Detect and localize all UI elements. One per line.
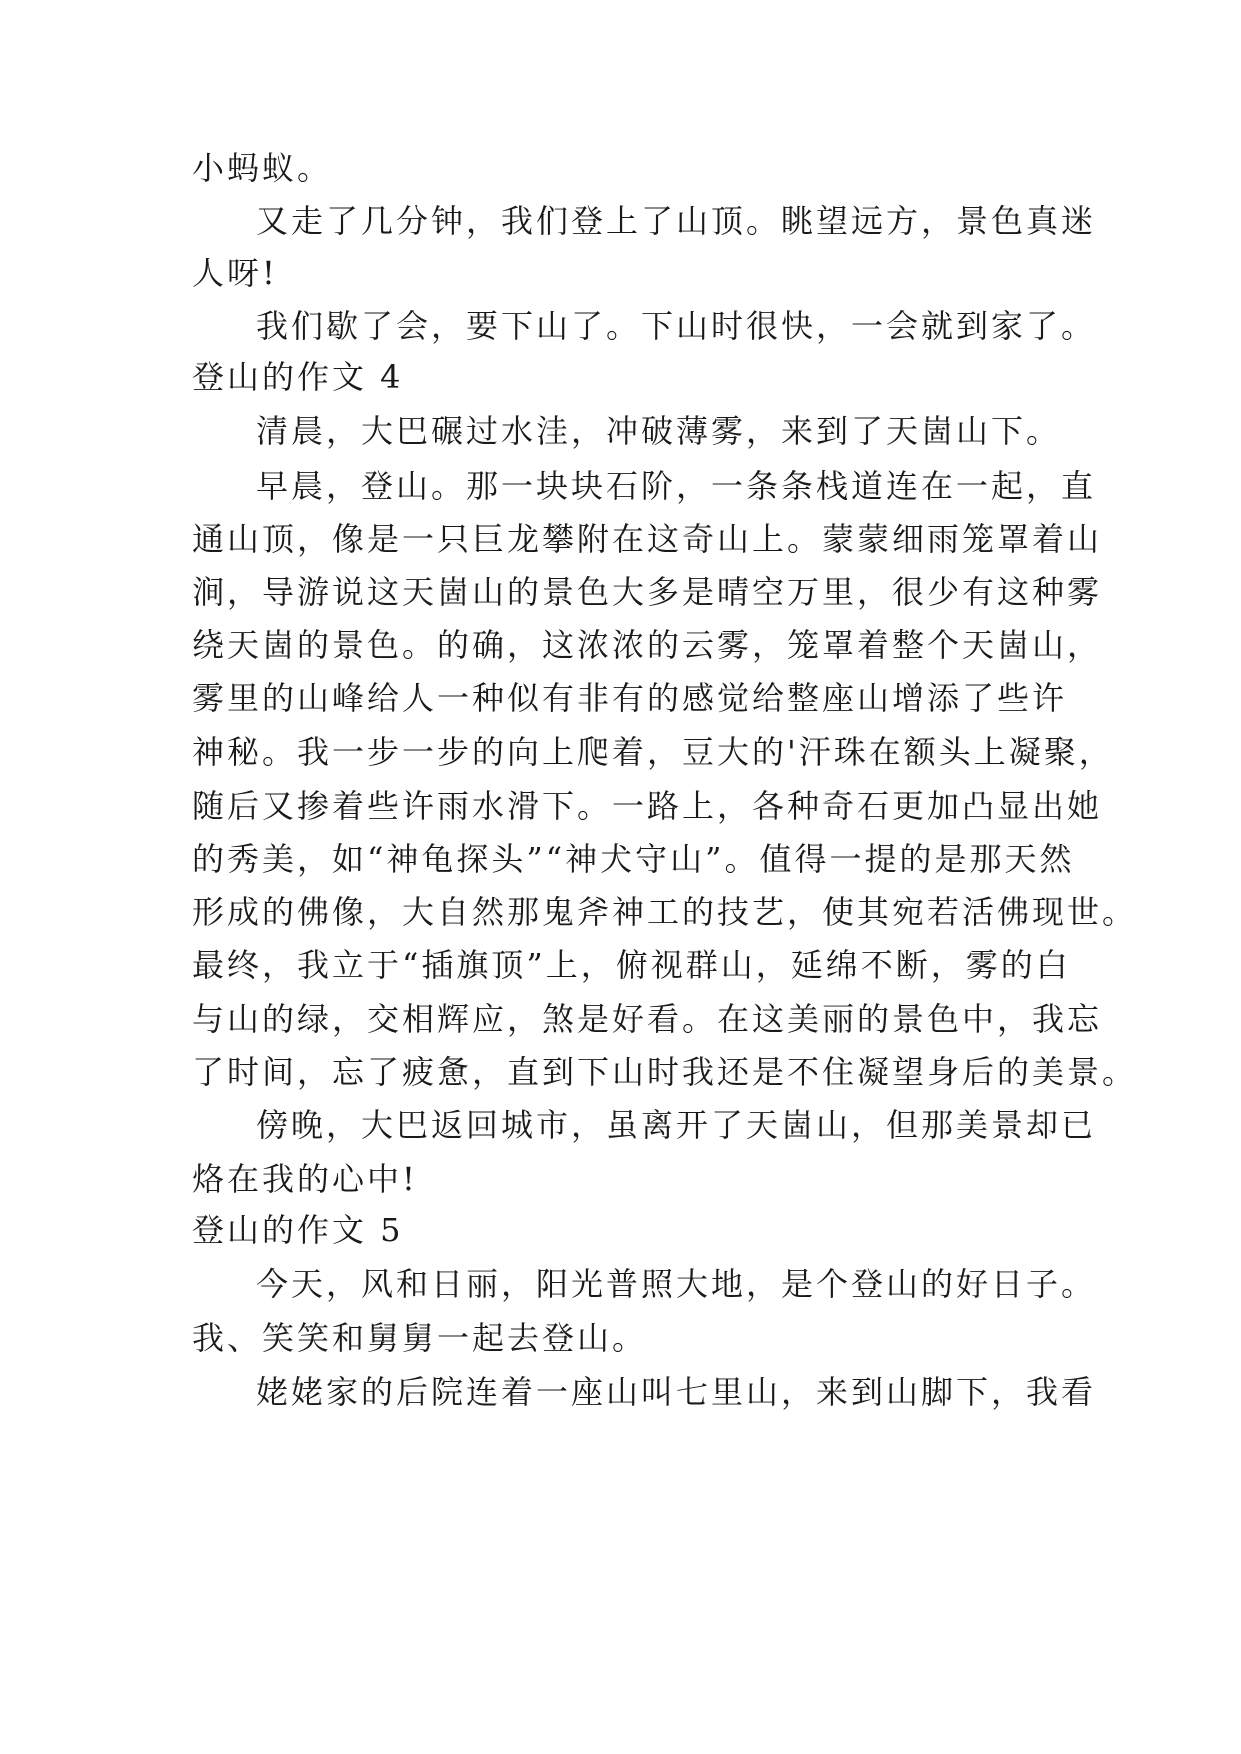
text-line: 绕天崮的景色。的确，这浓浓的云雾，笼罩着整个天崮山， xyxy=(192,626,1103,664)
text-line: 通山顶，像是一只巨龙攀附在这奇山上。蒙蒙细雨笼罩着山 xyxy=(192,520,1103,558)
paragraph-line: 傍晚，大巴返回城市，虽离开了天崮山，但那美景却已 xyxy=(256,1106,1097,1144)
paragraph-line: 今天，风和日丽，阳光普照大地，是个登山的好日子。 xyxy=(256,1265,1097,1303)
text-line: 我、笑笑和舅舅一起去登山。 xyxy=(192,1319,648,1357)
text-line: 烙在我的心中! xyxy=(192,1160,418,1198)
text-line: 涧，导游说这天崮山的景色大多是晴空万里，很少有这种雾 xyxy=(192,573,1103,611)
paragraph-line: 早晨，登山。那一块块石阶，一条条栈道连在一起，直 xyxy=(256,467,1097,505)
section-heading: 登山的作文 4 xyxy=(192,358,404,396)
text-line: 人呀! xyxy=(192,254,278,292)
paragraph-line: 姥姥家的后院连着一座山叫七里山，来到山脚下，我看 xyxy=(256,1373,1097,1411)
text-line: 小蚂蚁。 xyxy=(192,149,333,187)
paragraph-line: 又走了几分钟，我们登上了山顶。眺望远方，景色真迷 xyxy=(256,202,1097,240)
section-heading: 登山的作文 5 xyxy=(192,1211,404,1249)
text-line: 与山的绿，交相辉应，煞是好看。在这美丽的景色中，我忘 xyxy=(192,1000,1103,1038)
text-line: 随后又掺着些许雨水滑下。一路上，各种奇石更加凸显出她 xyxy=(192,787,1103,825)
text-line: 形成的佛像，大自然那鬼斧神工的技艺，使其宛若活佛现世。 xyxy=(192,893,1138,931)
text-line: 了时间，忘了疲惫，直到下山时我还是不住凝望身后的美景。 xyxy=(192,1053,1138,1091)
paragraph-line: 清晨，大巴碾过水洼，冲破薄雾，来到了天崮山下。 xyxy=(256,412,1062,450)
paragraph-line: 我们歇了会，要下山了。下山时很快，一会就到家了。 xyxy=(256,307,1097,345)
text-line: 最终，我立于“插旗顶”上，俯视群山，延绵不断，雾的白 xyxy=(192,946,1071,984)
text-line: 神秘。我一步一步的向上爬着，豆大的'汗珠在额头上凝聚， xyxy=(192,733,1114,771)
text-line: 雾里的山峰给人一种似有非有的感觉给整座山增添了些许 xyxy=(192,679,1068,717)
text-line: 的秀美，如“神龟探头”“神犬守山”。值得一提的是那天然 xyxy=(192,840,1075,878)
